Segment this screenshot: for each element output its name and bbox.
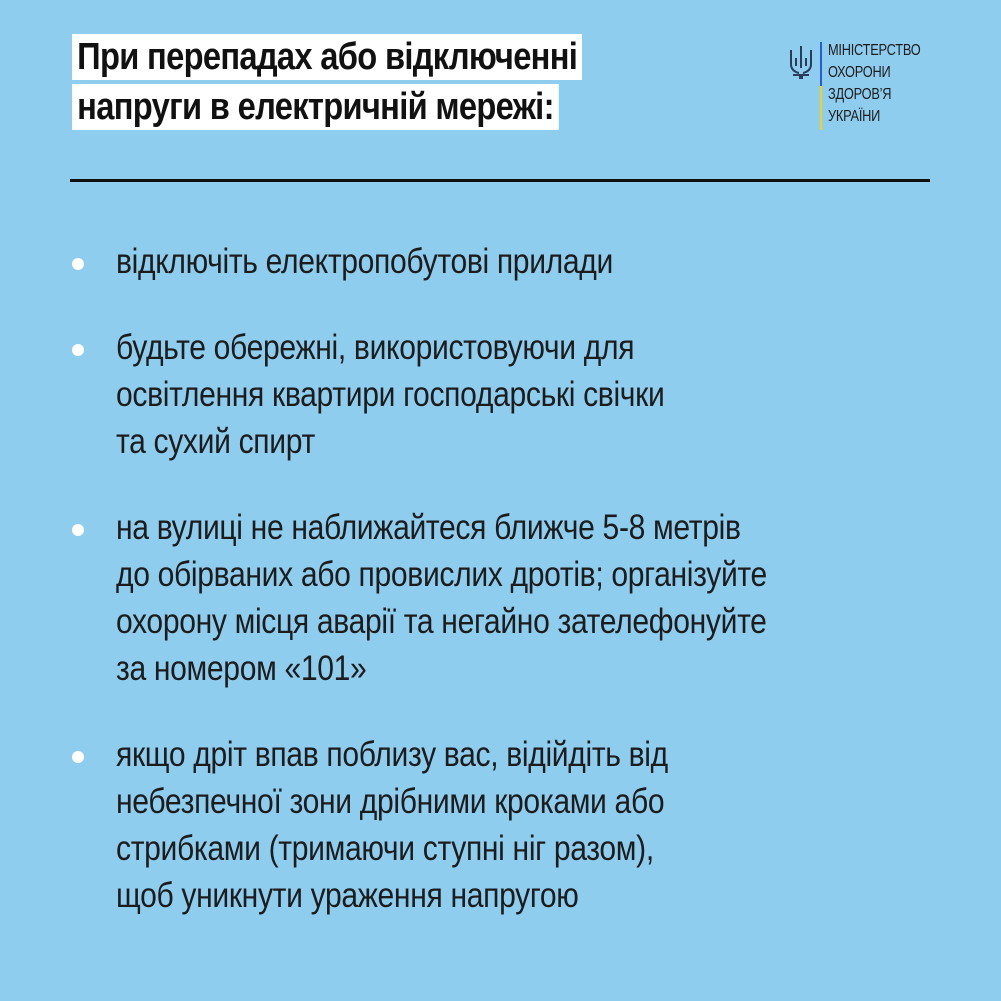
advice-line: стрибками (тримаючи ступні ніг разом),: [116, 829, 654, 868]
bullet-icon: [72, 344, 84, 356]
advice-line: щоб уникнути ураження напругою: [116, 876, 579, 915]
ministry-name-line: ОХОРОНИ: [828, 64, 891, 81]
header-divider: [70, 179, 930, 182]
advice-line: якщо дріт впав поблизу вас, відійдіть від: [116, 735, 668, 774]
advice-text: [116, 504, 835, 692]
advice-line: до обірваних або провислих дротів; організуйте: [116, 555, 767, 594]
ministry-name-line: ЗДОРОВ’Я: [828, 86, 892, 103]
list-item: [72, 324, 952, 465]
advice-line: на вулиці не наближайтеся ближче 5-8 метрів: [116, 508, 741, 547]
advice-line: небезпечної зони дрібними кроками або: [116, 782, 665, 821]
advice-line: за номером «101»: [116, 649, 367, 688]
ministry-name-line: УКРАЇНИ: [828, 108, 881, 125]
page-title: [72, 34, 692, 134]
bullet-icon: [72, 258, 84, 270]
logo-divider: [820, 42, 822, 130]
advice-line: відключіть електропобутові прилади: [116, 242, 613, 281]
list-item: [72, 731, 952, 919]
advice-line: будьте обережні, використовуючи для: [116, 328, 635, 367]
ministry-name-line: МІНІСТЕРСТВО: [828, 42, 921, 59]
advice-text: [116, 324, 835, 465]
ministry-name: [828, 40, 920, 128]
bullet-icon: [72, 751, 84, 763]
bullet-icon: [72, 524, 84, 536]
advice-line: освітлення квартири господарські свічки: [116, 375, 665, 414]
advice-line: охорону місця аварії та негайно зателефонуйте: [116, 602, 767, 641]
advice-text: [116, 238, 835, 285]
trident-icon: [788, 44, 814, 80]
list-item: [72, 504, 952, 692]
title-line-2: напруги в електричній мережі:: [72, 84, 559, 130]
title-line-1: При перепадах або відключенні: [72, 34, 582, 80]
ministry-logo: [788, 40, 948, 132]
list-item: [72, 238, 952, 285]
advice-list: [72, 238, 952, 958]
advice-text: [116, 731, 835, 919]
advice-line: та сухий спирт: [116, 422, 315, 461]
